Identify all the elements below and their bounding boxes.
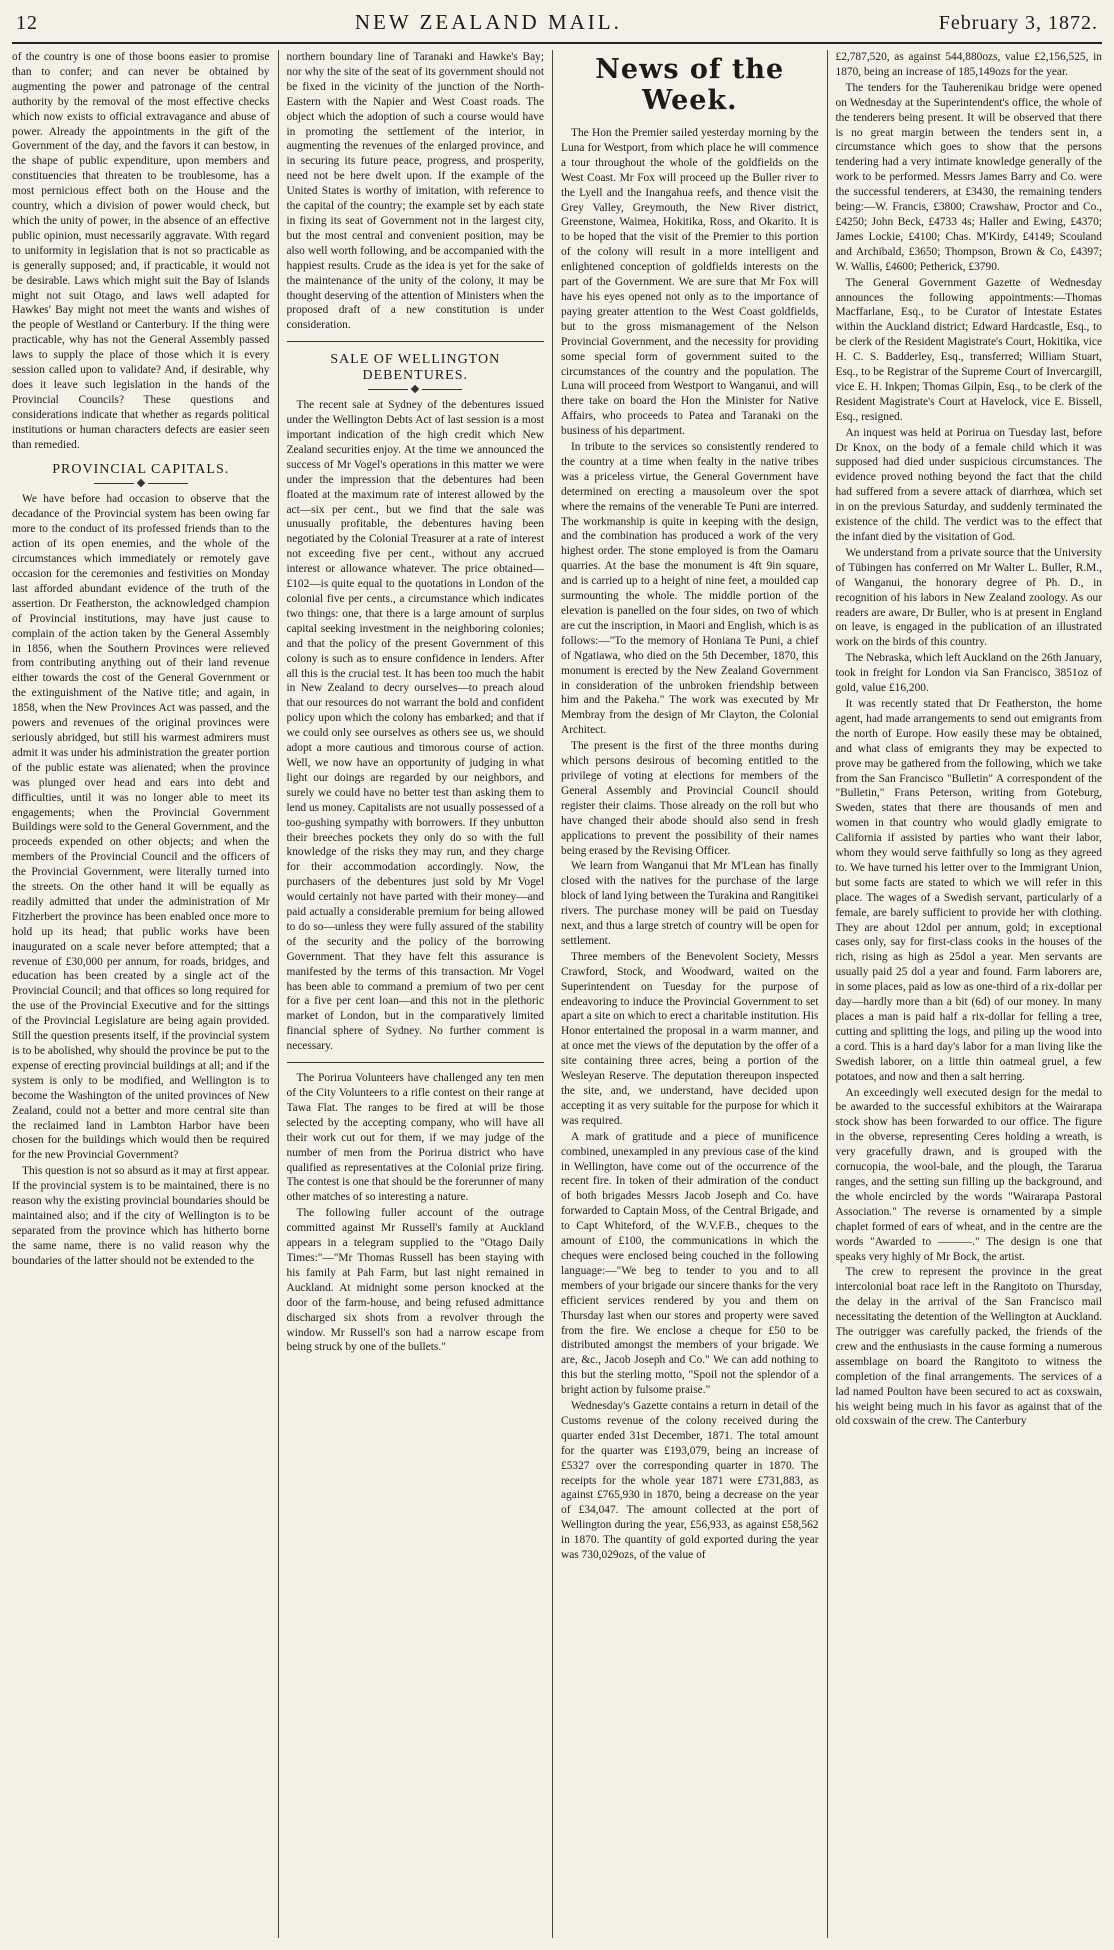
heading-ornament xyxy=(12,480,270,486)
article-text: An exceedingly well executed design for the medal to be awarded to the successful exhibitors at the Wairarapa stock show has been forwarded to our office. The figure in the obverse, representing Ceres holding a wreath, is very gracefully drawn, and is grouped with the cornucopia, the wool-bale, and the plough, the Tararua ranges, and the setting sun filling up the background, and the whole encircled by the words "Wairarapa Pastoral Association." The reverse is ornamented by a simple chaplet formed of ears of wheat, and in the centre are the words "Awarded to ———." The design is one that speaks very highly of Mr Bock, the artist. xyxy=(835,1086,1102,1263)
article-text: of the country is one of those boons easier to promise than to confer; and can never be obtained by augmenting the power and patronage of the central authority by the removal of the most effective checks which now exists to official extravagance and abuse of power. Already the appointments in the gift of the Government of the day, and the favors it can bestow, in the shape of public expenditure, upon members and constituencies that threaten to be troublesome, has a most pernicious effect both on the House and the country, which a division of power would check, but which the unity of power, in the absence of an effective public opinion, must necessarily aggravate. With regard to uniformity in legislation that is not so practicable as is generally supposed; and, if practicable, it would not be desirable. Laws which might suit the Bay of Islands might not suit Otago, and laws well adapted for Hawkes' Bay might not meet the wants and wishes of the people of Westland or Canterbury. If the thing were practicable, why has not the General Assembly passed laws to supply the place of those which it is every session called upon to validate? And, if desirable, why does it leave such legislation in the hands of the Provincial Councils? These questions and considerations indicate that whether as regards political institutions or human characters defects are easier seen than remedied. xyxy=(12,51,270,451)
newspaper-title: NEW ZEALAND MAIL. xyxy=(354,10,622,34)
masthead xyxy=(12,10,1102,44)
article-text: The Porirua Volunteers have challenged any ten men of the City Volunteers to a rifle contest on their range at Tawa Flat. The ranges to be fired at will be those selected by the accepting company, who will have all their work cut out for them, if we may judge of the number of men from the Porirua district who have qualified as representatives at the Colonial prize firing. The contest is one that should be the forerunner of many other matches of so interesting a nature. xyxy=(286,1072,544,1204)
article-text: A mark of gratitude and a piece of munificence combined, unexampled in any previous case of the kind in Wellington, have come out of the occurrence of the recent fire. In token of their admiration of the conduct of both brigades Messrs Jacob Joseph and Co. have forwarded to Captain Moss, of the Central Brigade, and to Capt Whiteford, of the W.V.F.B., cheques to the amount of £100, the communications in which the cheques were enclosed being couched in the following language:—"We beg to tender to you and to all members of your brigade our sincere thanks for the very efficient services rendered by you and them on Thursday last when our stores and property were saved from the fire. We enclose a cheque for £50 to be distributed amongst the members of your brigade. We are, &c., Jacob Joseph and Co." We can add nothing to this but the sterling motto, "Spoil not the splendor of a bright action by fulsome praise." xyxy=(561,1130,819,1397)
issue-date: February 3, 1872. xyxy=(938,12,1098,34)
article-text: The following fuller account of the outrage committed against Mr Russell's family at Auckland appears in a telegram supplied to the "Otago Daily Times:"—"Mr Thomas Russell has been staying with his family at Pah Farm, but last night remained in Auckland. At midnight some person knocked at the door of the farm-house, and being refused admittance discharged six shots from a revolver through the window. Mr Russell's son had a narrow escape from being struck by one of the bullets." xyxy=(286,1207,544,1354)
section-heading-news-of-the-week: News of the Week. xyxy=(595,54,785,116)
column-2 xyxy=(287,50,554,1938)
column-4 xyxy=(836,50,1103,1938)
article-heading-debentures: SALE OF WELLINGTON DEBENTURES. xyxy=(330,352,501,384)
article-text: northern boundary line of Taranaki and Hawke's Bay; nor why the site of the seat of its government should not be fixed in the vicinity of the junction of the North-Eastern with the Napier and West Coast roads. The object which the adoption of such a course would have in promoting the settlement of the interior, in augmenting the revenues of the enlarged province, and in securing its future peace, progress, and prosperity, need not be here dwelt upon. If the example of the United States is worthy of imitation, with reference to the capital of the country; the example set by each state in fixing its seat of Government not in the largest city, but the most central and convenient position, may be also well worth following, and be accompanied with the happiest results. Crude as the idea is yet for the sake of the maintenance of the unity of the colony, it may be thought deserving of the attention of Ministers when the proposed draft of a new constitution is under consideration. xyxy=(286,51,544,332)
section-divider xyxy=(287,1062,545,1063)
article-text: We learn from Wanganui that Mr M'Lean has finally closed with the natives for the purchase of the large block of land lying between the Turakina and Rangitikei rivers. The purchase money will be paid on Tuesday next, and thus a large stretch of country will be open for settlement. xyxy=(561,860,819,947)
article-text: £2,787,520, as against 544,880ozs, value £2,156,525, in 1870, being an increase of 185,149ozs for the year. xyxy=(835,51,1102,78)
article-text: This question is not so absurd as it may at first appear. If the provincial system is to be maintained, there is no reason why the existing provincial boundaries should be maintained also; and if the city of Wellington is to be separated from the province which has hitherto borne the same name, there is no valid reason why the boundaries of the latter should not be extended to the xyxy=(12,1165,270,1267)
heading-ornament xyxy=(287,386,545,392)
section-divider xyxy=(287,341,545,342)
article-text: We have before had occasion to observe that the decadance of the Provincial system has been owing far more to the conduct of its professed friends than to the action of its open enemies, and the whole of the circumstances which immediately or remotely gave occasion for the ceremonies and festivities on Monday last afforded abundant evidence of the truth of the assertion. Dr Featherston, the acknowledged champion of Provincial institutions, may have just cause to complain of the action taken by the General Assembly in 1856, when the Southern Provinces were relieved from contributing anything out of their land revenue either towards the cost of the General Government or the extinguishment of the Native title; and again, in 1858, when the New Provinces Act was passed, and the powers and revenues of the original provinces were seriously abridged, but still his warmest admirers must admit it was under his administration the greater portion of the public estate was alienated; when the province was plunged over head and ears into debt and difficulties, until it was no longer able to meet its engagements; when the Provincial Government Buildings were sold to the General Government, and the proceeds expended on other objects; and when the members of the Provincial Council and the officers of the Provincial Government, were literally turned into the streets. On the other hand it will be equally as readily admitted that under the administration of Mr Fitzherbert the province has been enabled once more to hold up its head; that public works have been inaugurated on a scale never before attempted; that a revenue of £30,000 per annum, for roads, bridges, and education has been created by a single act of the Provincial Council; and that offices so long required for the use of the Provincial Executive and for the sittings of the Provincial Legislature are being again provided. Still the question presents itself, if the provincial system is to be abolished, why should the province be put to the expense of erecting provincial buildings at all; and if the system is only to be modified, and Wellington is to become the Washington of the united provinces of New Zealand, could not a better and more central site than the reclaimed land in Lambton Harbor have been chosen for the buildings which would then be required for the new Provincial Government? xyxy=(12,493,270,1162)
column-3 xyxy=(561,50,828,1938)
article-text: Wednesday's Gazette contains a return in detail of the Customs revenue of the colony received during the quarter ended 31st December, 1871. The total amount for the quarter was £193,079, being an increase of £5327 over the corresponding quarter in 1870. The receipts for the whole year 1871 were £731,883, as against £765,930 in 1870, being a decrease on the year of £34,047. The amount collected at the port of Wellington during the year, £56,933, as against £58,562 in 1870. The quantity of gold exported during the year was 730,029ozs, of the value of xyxy=(561,1400,819,1562)
column-1 xyxy=(12,50,279,1938)
article-text: Three members of the Benevolent Society, Messrs Crawford, Stock, and Woodward, waited on the Superintendent on Tuesday for the purpose of endeavoring to induce the Provincial Government to set apart a site on which to erect a charitable institution. His Honor entertained the proposal in a warm manner, and at once met the views of the deputation by the offer of a site containing three acres, being a portion of the Wesleyan Reserve. The deputation thereupon inspected the site, and, we understand, have decided upon accepting it as very suitable for the purpose for which it was required. xyxy=(561,950,819,1127)
article-text: An inquest was held at Porirua on Tuesday last, before Dr Knox, on the body of a female child which it was supposed had died under suspicious circumstances. The evidence proved nothing beyond the fact that the child had suffered from a severe attack of diarrhœa, which set in on the previous Saturday, and suddenly terminated the existence of the child. The verdict was to the effect that the infant died by the visitation of God. xyxy=(835,426,1102,543)
article-text: The recent sale at Sydney of the debentures issued under the Wellington Debts Act of last session is a most important indication of the high credit which New Zealand securities enjoy. At the time we announced the success of Mr Vogel's operations in this matter we were under the impression that the debentures had been floated at the maximum rate of interest allowed by the act—six per cent., but we find that the sale was unusually profitable, the debentures having been negotiated by the Colonial Treasurer at a rate of interest not exceeding five per cent., without any accrued interest or allowance whatever. The price obtained—£102—is quite equal to the quotations in London of the colonial five per cents., a circumstance which indicates two things: one, that there is a large amount of surplus capital seeking investment in the neighboring colonies; and that the policy of the present Government of this colony is such as to ensure confidence in lenders. After all this is the crucial test. It has been too much the habit in New Zealand to decry ourselves—to preach aloud that our resources do not warrant the bold and confident policy upon which the colony has embarked; and that if we could only see ourselves as others see us, we should adopt a more cautious and timorous course of action. Well, we now have an opportunity of judging in what light our doings are regarded by our neighbors, and surely we could have no better test than asking them to lend us money. Capitalists are not usually possessed of a too-gushing sympathy with borrowers. If they unbutton their breeches pockets they only do so with the full knowledge of the risks they may run, and they charge for their accommodation accordingly. Now, the purchasers of the debentures just sold by Mr Vogel would certainly not have parted with their money—and paid actually a considerable premium for being allowed to do so—unless they were fully assured of the stability of the security and the policy of the borrowing Government. That they have felt this assurance is manifested by the terms of this transaction. Mr Vogel has been able to command a premium of two per cent for a five per cent loan—and this not in the plethoric market of London, but in the comparatively limited financial sphere of Sydney. No further comment is necessary. xyxy=(286,399,544,1053)
article-text: The present is the first of the three months during which persons desirous of becoming entitled to the privilege of voting at elections for members of the General Assembly and Provincial Council should register their claims. Those already on the roll but who have changed their abode should also send in fresh applications to prevent the possibility of their names being erased by the Revising Officer. xyxy=(561,740,819,857)
article-text: We understand from a private source that the University of Tübingen has conferred on Mr Walter L. Buller, R.M., of Wanganui, the honorary degree of Ph. D., in recognition of his labors in New Zealand zoology. As our readers are aware, Dr Buller, who is at present in England on leave, is engaged in the publication of an illustrated work on the birds of this country. xyxy=(835,546,1102,649)
article-columns xyxy=(12,50,1102,1938)
article-text: The tenders for the Tauherenikau bridge were opened on Wednesday at the Superintendent's office, the whole of the tenderers being present. It will be observed that there is no great margin between the tenders sent in, a circumstance which goes to show that the persons tendering had a very intimate knowledge generally of the work to be performed. Messrs James Barry and Co. were the successful tenderers, at £3430, the remaining tenders being:—W. Francis, £3800; Crawshaw, Proctor and Co., £4250; John Beck, £4733 4s; Haller and Ewing, £4370; James Lockie, £4100; Chas. M'Kirdy, £4149; Scouland and Archibald, £3650; Thompson, Brown & Co, £4397; W. Wallis, £4600; Petherick, £3790. xyxy=(835,81,1102,273)
article-text: The crew to represent the province in the great intercolonial boat race left in the Rangitoto on Thursday, the delay in the arrival of the San Francisco mail necessitating the detention of the Wellington at Auckland. The outrigger was carefully packed, the friends of the crew and the enthusiasts in the cause forming a numerous assemblage on board the Rangitoto to witness the completion of the final arrangements. The services of a lad named Poulton have been secured to act as coxswain, his weight being much in his favor as against that of the old coxswain of the crew. The Canterbury xyxy=(835,1266,1102,1428)
article-text: The General Government Gazette of Wednesday announces the following appointments:—Thomas Macffarlane, Esq., to be Curator of Intestate Estates within the Auckland district; Edward Hardcastle, Esq., to be clerk of the Resident Magistrate's Court, Hokitika, vice H. C. S. Badderley, Esq., transferred; William Stuart, Esq., to be Registrar of the Supreme Court of Invercargill, vice E. H. Inkpen; Thomas Gilpin, Esq., to be clerk of the Resident Magistrate's Court at Havelock, vice E. Bissell, Esq., resigned. xyxy=(835,276,1102,423)
article-text: The Nebraska, which left Auckland on the 26th January, took in freight for London via San Francisco, 3851oz of gold, value £16,200. xyxy=(835,652,1102,695)
article-text: The Hon the Premier sailed yesterday morning by the Luna for Westport, from which place he will commence a tour throughout the whole of the goldfields on the West Coast. Mr Fox will proceed up the Buller river to the Lyell and the Inangahua reefs, and thence visit the Grey Valley, Greymouth, the New River district, Greenstone, Waimea, Hokitika, Ross, and Okarito. It is to be hoped that the visit of the Premier to this portion of the colony will result in a more intelligent and enlightened conception of goldfields interests on the part of the Government. We are sure that Mr Fox will have his eyes opened not only as to the importance of paying greater attention to the West Coast goldfields, but to the gross mismanagement of the Nelson Provincial Government, and the necessity for providing some special form of government suited to the circumstances of the country and the population. The Luna will proceed from Westport to Wanganui, and will there take on board the Hon the Minister for Native Affairs, who proceeds to Patea and Taranaki on the business of his department. xyxy=(561,127,819,438)
article-text: In tribute to the services so consistently rendered to the country at a time when fealty in the native tribes was a priceless virtue, the General Government have determined on erecting a mausoleum over the spot where the remains of the venerable Te Puni are interred. The workmanship is quite in keeping with the design, and the combination has produced a work of the very highest order. The stone employed is from the Oamaru quarries. At the base the monument is 4ft 9in square, and is carried up to a height of nine feet, a moulded cap surmounting the whole. The middle portion of the elevation is panelled on the four sides, on two of which are cut the inscription, in Maori and English, which is as follows:—"To the memory of Honiana Te Puni, a chief of Ngatiawa, who died on the 5th December, 1870, this monument is erected by the New Zealand Government in consideration of the unbroken friendship between him and the Pakeha." The work was executed by Mr Membray from the design of Mr Clayton, the Colonial Architect. xyxy=(561,441,819,737)
page-number: 12 xyxy=(16,12,38,34)
article-heading-provincial-capitals: PROVINCIAL CAPITALS. xyxy=(52,462,230,478)
article-text: It was recently stated that Dr Featherston, the home agent, had made arrangements to send out emigrants from the north of Europe. How easily these may be obtained, and what class of emigrants they may be expected to prove may be gathered from the following, which we take from the San Francisco "Bulletin" A correspondent of the "Bulletin," Frans Peterson, writing from Goteburg, Sweden, states that there are thousands of men and women in that country who would gladly emigrate to California if assisted by parties who want their labor, whom they would serve faithfully so long as they agreed to. We have turned his letter over to the Immigrant Union, but some facts are stated to which we will refer in this place. The wages of a Swedish servant, particularly of a female, are barely sufficient to provide her with clothing. They are about 12dol per annum, gold; in exceptional cases only, say for first-class cooks in the houses of the rich, rising as high as 25dol a year. Men servants are usually paid 25 dol a year and found. Farm laborers are, in some places, paid as low as one-third of a rix-dollar per day—hardly more than a bit (6d) of our money. In many places a man is paid half a rix-dollar for felling a tree, cutting and splitting the logs, and piling up the wood into a cord. This is a hard day's labor for a man living like the Swedish laborer, on a little thin oatmeal gruel, a few potatoes, and now and then a salt herring. xyxy=(835,697,1102,1083)
